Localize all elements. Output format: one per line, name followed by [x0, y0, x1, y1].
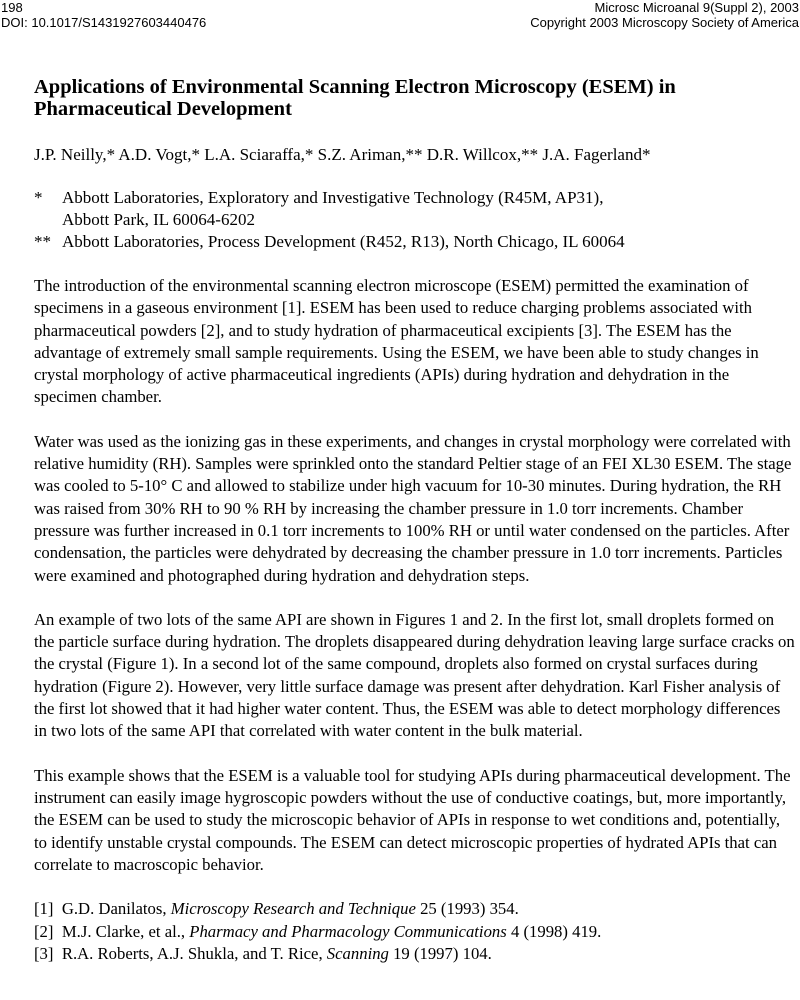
paragraph-introduction: The introduction of the environmental scanning electron microscope (ESEM) permitted the examination of specimens in a gaseous environment [1]. ESEM has been used to reduce charging problems associated with pharmaceutical powders [2], and to study hydration of pharmaceutical excipients [3]. The ESEM has the advantage of extremely small sample requirements. Using the ESEM, we have been able to study changes in crystal morphology of active pharmaceutical ingredients (APIs) during hydration and dehydration in the specimen chamber. — [34, 276, 759, 407]
reference-number: [1] — [34, 899, 54, 919]
affiliations — [34, 187, 796, 253]
reference-list — [34, 898, 796, 966]
reference-number: [3] — [34, 944, 54, 964]
doi: DOI: 10.1017/S1431927603440476 — [1, 15, 207, 30]
journal-citation: Microsc Microanal 9(Suppl 2), 2003 — [594, 0, 799, 15]
header-right — [530, 0, 799, 30]
reference-authors: M.J. Clarke, et al., — [61, 921, 190, 941]
affiliation-1 — [34, 187, 796, 231]
paragraph-conclusion: This example shows that the ESEM is a valuable tool for studying APIs during pharmaceutical development. The instrument can easily image hygroscopic powders without the use of conductive coatings, but, more importantly, the ESEM can be used to study the microscopic behavior of APIs in response to wet conditions and, potentially, to identify unstable crystal compounds. The ESEM can detect microscopic properties of hydrated APIs that can correlate to macroscopic behavior. — [34, 765, 791, 874]
affiliation-line: Abbott Laboratories, Exploratory and Investigative Technology (R45M, AP31), — [62, 188, 604, 207]
affiliation-2 — [34, 231, 796, 253]
paragraph-results: An example of two lots of the same API are shown in Figures 1 and 2. In the first lot, small droplets formed on the particle surface during hydration. The droplets disappeared during dehydration leaving large surface cracks on the crystal (Figure 1). In a second lot of the same compound, droplets also formed on crystal surfaces during hydration (Figure 2). However, very little surface damage was present after dehydration. Karl Fisher analysis of the first lot showed that it had higher water content. Thus, the ESEM was able to detect morphology differences in two lots of the same API that correlated with water content in the bulk material. — [34, 609, 795, 741]
reference-details: 25 (1993) 354. — [415, 899, 519, 919]
reference-item — [34, 943, 796, 966]
reference-journal: Microscopy Research and Technique — [170, 899, 416, 919]
header-left — [1, 0, 206, 30]
reference-authors: G.D. Danilatos, — [61, 899, 171, 919]
reference-details: 4 (1998) 419. — [506, 921, 602, 941]
reference-authors: R.A. Roberts, A.J. Shukla, and T. Rice, — [61, 944, 327, 964]
paper-title: Applications of Environmental Scanning Electron Microscopy (ESEM) in Pharmaceutical Development — [34, 76, 676, 120]
reference-item — [34, 898, 796, 921]
affiliation-line: Abbott Park, IL 60064-6202 — [62, 210, 255, 229]
reference-journal: Pharmacy and Pharmacology Communications — [189, 921, 507, 941]
page-number: 198 — [1, 0, 23, 15]
affiliation-marker: ** — [34, 232, 51, 251]
copyright: Copyright 2003 Microscopy Society of America — [530, 15, 799, 30]
paragraph-methods: Water was used as the ionizing gas in these experiments, and changes in crystal morphology were correlated with relative humidity (RH). Samples were sprinkled onto the standard Peltier stage of an FEI XL30 ESEM. The stage was cooled to 5-10° C and allowed to stabilize under high vacuum for 10-30 minutes. During hydration, the RH was raised from 30% RH to 90 % RH by increasing the chamber pressure in 1.0 torr increments. Chamber pressure was further increased in 0.1 torr increments to 100% RH or until water condensed on the particles. After condensation, the particles were dehydrated by decreasing the chamber pressure in 1.0 torr increments. Particles were examined and photographed during hydration and dehydration steps. — [34, 431, 792, 585]
affiliation-marker: * — [34, 188, 43, 207]
article-body — [34, 76, 796, 966]
author-list: J.P. Neilly,* A.D. Vogt,* L.A. Sciaraffa,* S.Z. Ariman,** D.R. Willcox,** J.A. Fagerland* — [34, 145, 651, 164]
reference-journal: Scanning — [326, 944, 389, 964]
reference-item — [34, 921, 796, 944]
reference-details: 19 (1997) 104. — [388, 944, 492, 964]
affiliation-line: Abbott Laboratories, Process Development (R452, R13), North Chicago, IL 60064 — [62, 232, 625, 251]
reference-number: [2] — [34, 921, 54, 941]
running-header — [0, 0, 800, 34]
